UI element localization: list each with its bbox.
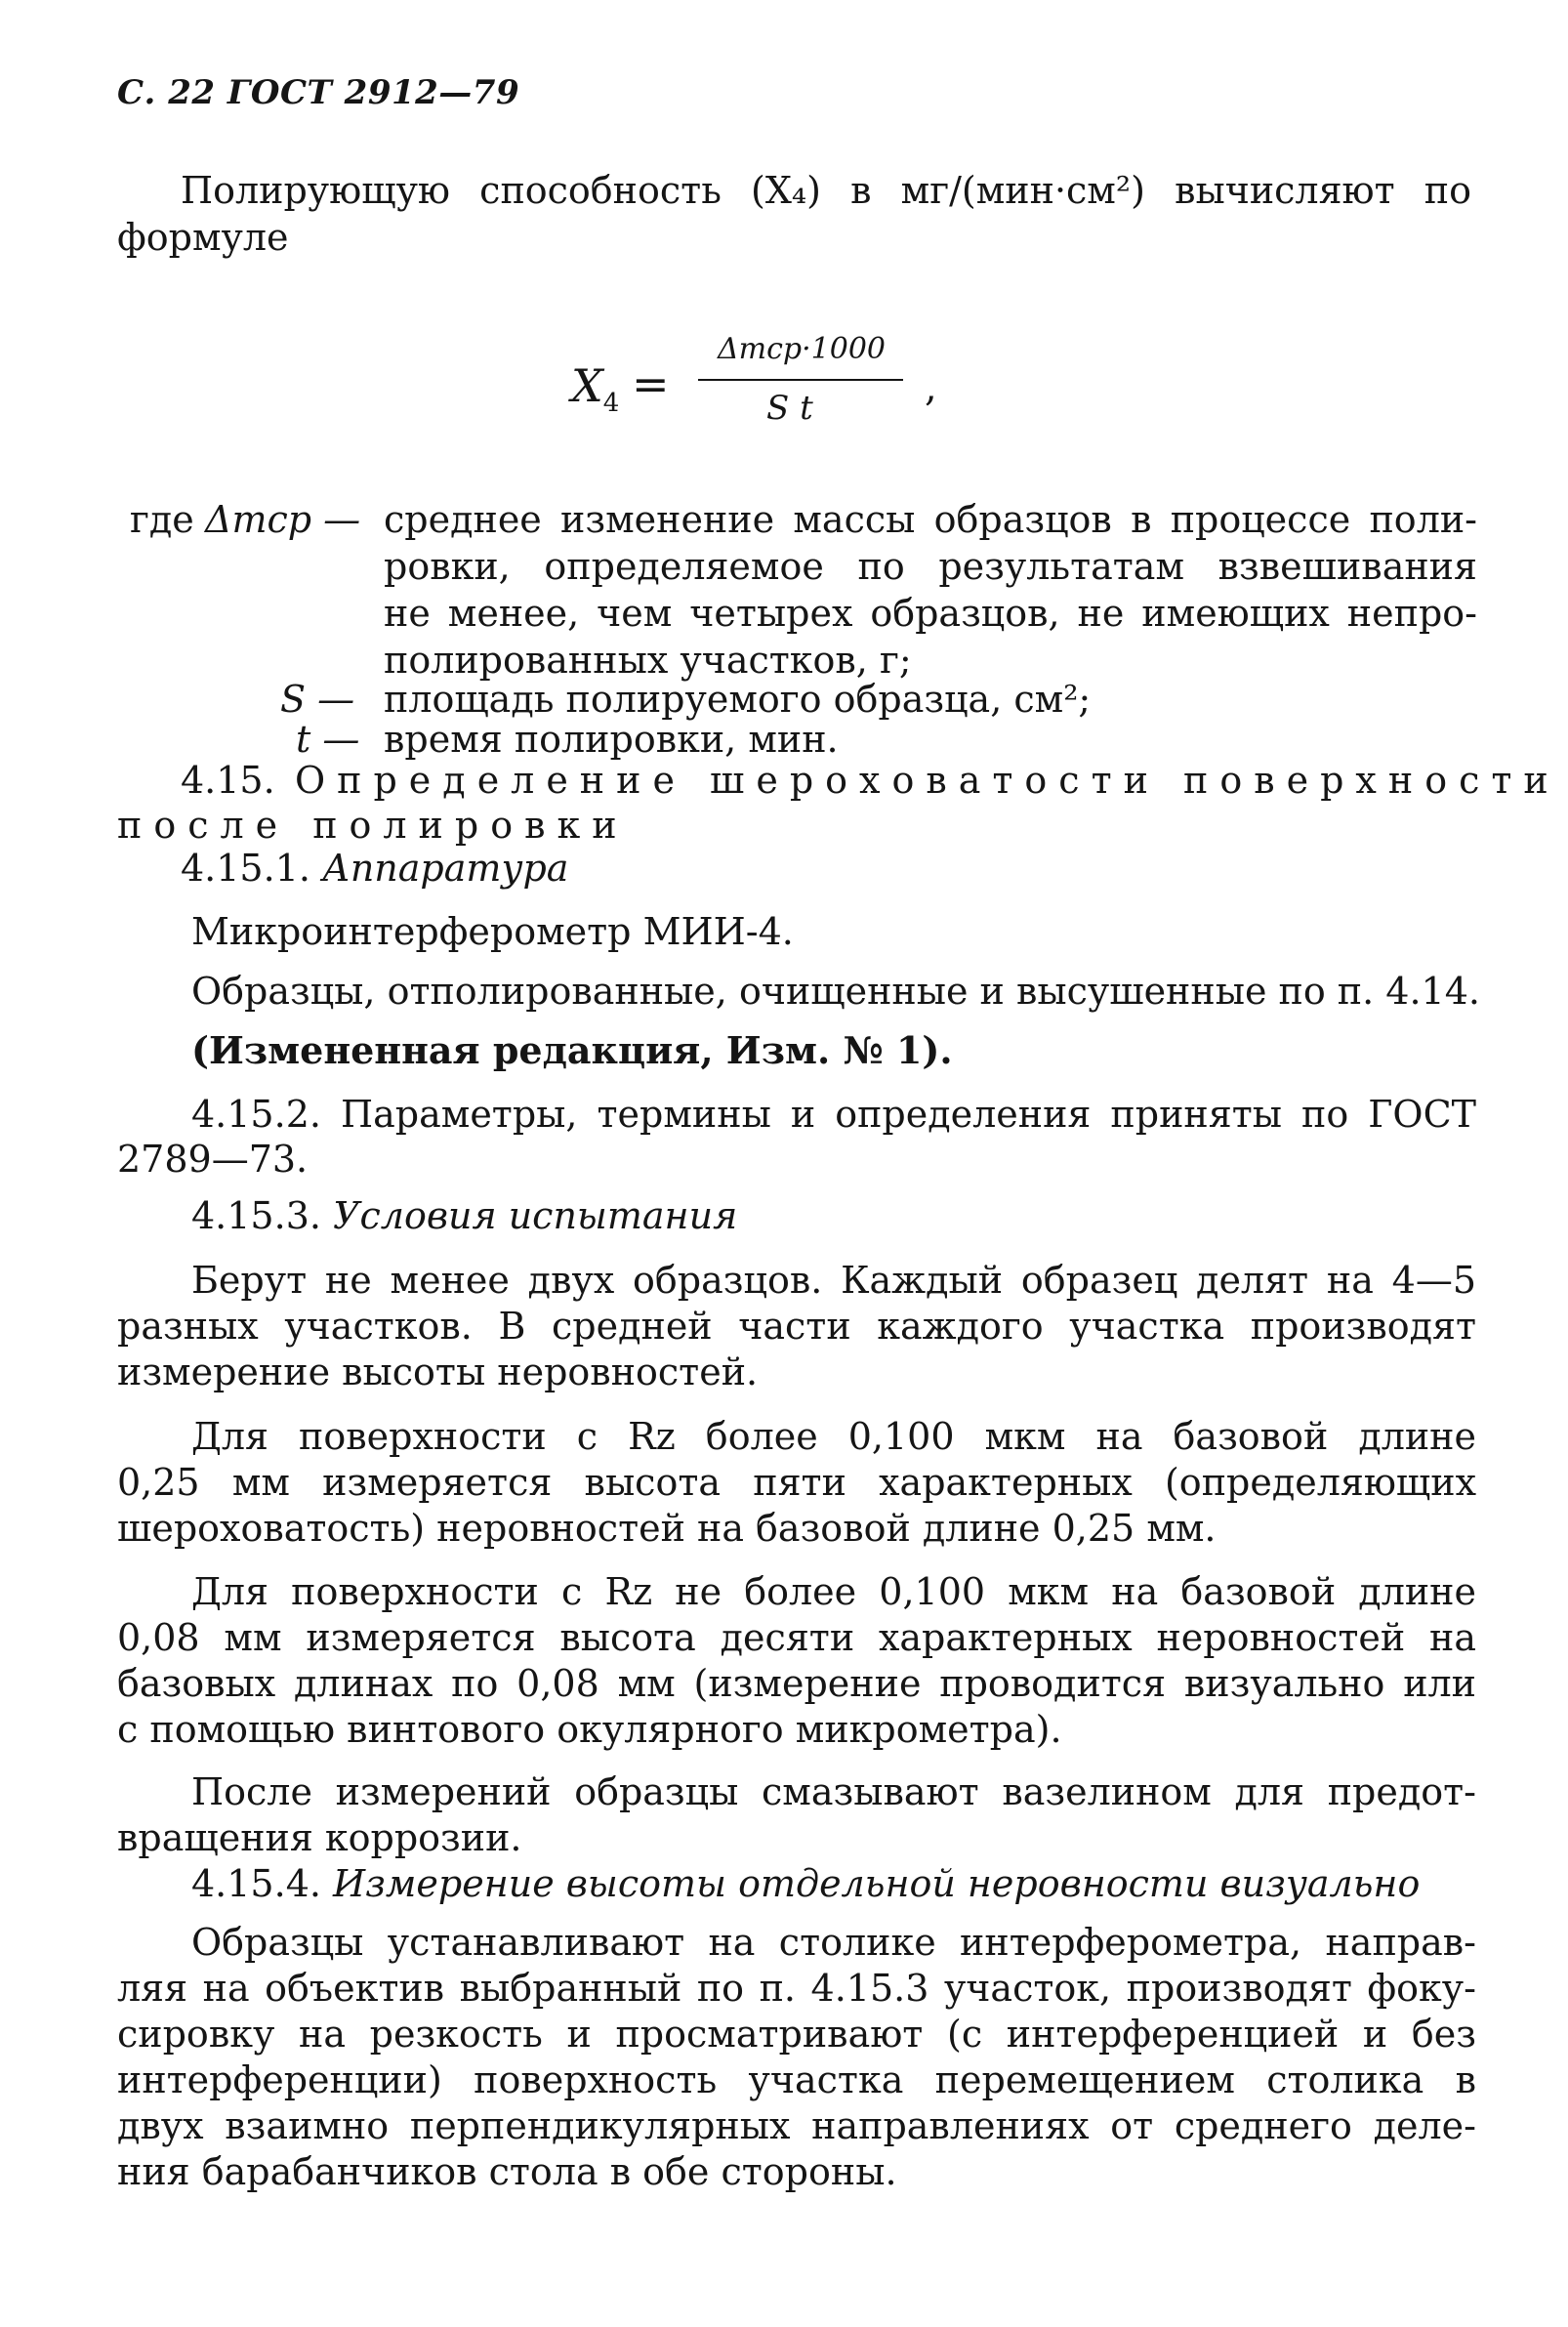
paragraph-5-line-2: ляя на объектив выбранный по п. 4.15.3 участок, производят фоку- — [117, 1967, 1476, 2010]
definition-dm-line-4: полированных участков, г; — [384, 639, 912, 682]
paragraph-3-line-3: базовых длинах по 0,08 мм (измерение проводится визуально или — [117, 1662, 1476, 1705]
definition-dm-line-1: среднее изменение массы образцов в процессе поли- — [384, 498, 1477, 541]
paragraph-1-line-3: измерение высоты неровностей. — [117, 1350, 759, 1393]
definition-symbol-s: S — — [280, 678, 355, 721]
formula-lhs-subscript: 4 — [602, 389, 620, 419]
definition-dm-line-2: ровки, определяемое по результатам взвешивания — [384, 545, 1477, 588]
where-label: где — [130, 498, 194, 541]
paragraph-1-line-2: разных участков. В средней части каждого участка производят — [117, 1305, 1476, 1348]
paragraph-2-line-2: 0,25 мм измеряется высота пяти характерных (определяющих — [117, 1461, 1476, 1504]
formula-comma: , — [925, 365, 937, 410]
formula-denominator: S t — [766, 389, 813, 428]
paragraph-5-line-6: ния барабанчиков стола в обе стороны. — [117, 2150, 897, 2193]
section-4-15-1-title: Аппаратура — [322, 847, 569, 890]
section-4-15-4-title: Измерение высоты отдельной неровности визуально — [333, 1862, 1421, 1905]
section-4-15-3-title: Условия испытания — [333, 1194, 738, 1237]
amendment-note: (Измененная редакция, Изм. № 1). — [191, 1028, 953, 1072]
paragraph-3-line-2: 0,08 мм измеряется высота десяти характерных неровностей на — [117, 1616, 1476, 1659]
intro-line-1: Полирующую способность (X₄) в мг/(мин·см²) вычисляют по — [181, 169, 1471, 212]
formula-lhs-symbol: X — [571, 359, 603, 412]
section-4-15-2-line-1: 4.15.2. Параметры, термины и определения приняты по ГОСТ — [191, 1093, 1476, 1136]
section-4-15-4 — [191, 1862, 1421, 1905]
paragraph-2-line-1: Для поверхности с Rz более 0,100 мкм на базовой длине — [191, 1415, 1476, 1458]
apparatus-line: Микроинтерферометр МИИ-4. — [191, 910, 794, 953]
paragraph-4-line-1: После измерений образцы смазывают вазелином для предот- — [191, 1770, 1476, 1813]
paragraph-5-line-4: интерференции) поверхность участка перемещением столика в — [117, 2058, 1476, 2101]
section-4-15-title-line-2: после полировки — [117, 804, 629, 847]
section-4-15-3 — [191, 1194, 738, 1237]
page-header: С. 22 ГОСТ 2912—79 — [117, 73, 520, 112]
definition-symbol-t: t — — [296, 718, 360, 761]
paragraph-5-line-5: двух взаимно перпендикулярных направлениях от среднего деле- — [117, 2104, 1476, 2147]
paragraph-1-line-1: Берут не менее двух образцов. Каждый образец делят на 4—5 — [191, 1259, 1476, 1302]
definition-s-text: площадь полируемого образца, см²; — [384, 678, 1092, 721]
formula — [571, 332, 981, 449]
section-4-15-number: 4.15. — [181, 759, 275, 802]
paragraph-3-line-1: Для поверхности с Rz не более 0,100 мкм на базовой длине — [191, 1570, 1476, 1613]
section-4-15-2-line-2: 2789—73. — [117, 1138, 309, 1181]
definition-symbol-dm: Δmср — — [205, 498, 361, 541]
section-4-15-3-number: 4.15.3. — [191, 1194, 321, 1237]
paragraph-3-line-4: с помощью винтового окулярного микрометра). — [117, 1708, 1062, 1751]
paragraph-5-line-1: Образцы устанавливают на столике интерферометра, направ- — [191, 1921, 1476, 1964]
paragraph-2-line-3: шероховатость) неровностей на базовой длине 0,25 мм. — [117, 1507, 1217, 1550]
formula-lhs — [571, 359, 619, 418]
samples-line: Образцы, отполированные, очищенные и высушенные по п. 4.14. — [191, 970, 1480, 1013]
intro-line-2: формуле — [117, 216, 289, 259]
section-4-15-1 — [181, 847, 569, 890]
paragraph-4-line-2: вращения коррозии. — [117, 1816, 522, 1859]
definition-dm-line-3: не менее, чем четырех образцов, не имеющих непро- — [384, 592, 1477, 635]
fraction-bar — [698, 379, 903, 381]
section-4-15-title-line-1: Определение шероховатости поверхности — [295, 759, 1560, 802]
paragraph-5-line-3: сировку на резкость и просматривают (с интерференцией и без — [117, 2013, 1476, 2056]
definition-t-text: время полировки, мин. — [384, 718, 839, 761]
section-4-15-4-number: 4.15.4. — [191, 1862, 321, 1905]
formula-equals: = — [632, 357, 670, 410]
formula-numerator: Δmср·1000 — [718, 332, 887, 366]
section-4-15-1-number: 4.15.1. — [181, 847, 310, 890]
